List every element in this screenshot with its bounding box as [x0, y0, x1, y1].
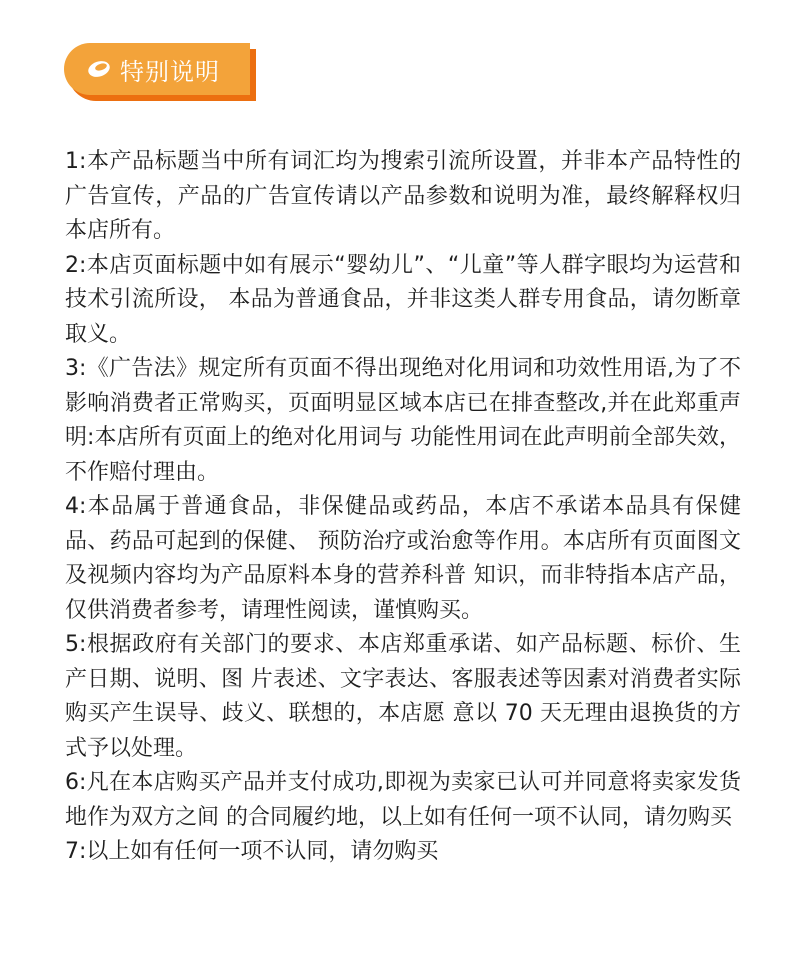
section-header — [64, 43, 258, 103]
notes-list — [65, 145, 741, 870]
section-title: 特别说明 — [120, 57, 220, 86]
note-item: 6:凡在本店购买产品并支付成功,即视为卖家已认可并同意将卖家发货地作为双方之间 的合同履约地，以上如有任何一项不认同，请勿购买 — [65, 770, 741, 830]
leaf-icon — [84, 54, 114, 84]
note-item: 5:根据政府有关部门的要求、本店郑重承诺、如产品标题、标价、生产日期、说明、图 片表述、文字表达、客服表述等因素对消费者实际购买产生误导、歧义、联想的，本店愿 意以 70 天无理由退换货的方式予以处理。 — [65, 632, 741, 761]
header-badge — [64, 43, 250, 95]
note-item: 2:本店页面标题中如有展示“婴幼儿”、“儿童”等人群字眼均为运营和技术引流所设， 本品为普通食品，并非这类人群专用食品，请勿断章取义。 — [65, 252, 741, 347]
note-item: 3:《广告法》规定所有页面不得出现绝对化用词和功效性用语,为了不影响消费者正常购买，页面明显区域本店已在排查整改,并在此郑重声明:本店所有页面上的绝对化用词与 功能性用词在此声明前全部失效，不作赔付理由。 — [65, 356, 741, 485]
note-item: 7:以上如有任何一项不认同，请勿购买 — [65, 839, 439, 864]
note-item: 4:本品属于普通食品，非保健品或药品，本店不承诺本品具有保健品、药品可起到的保健、 预防治疗或治愈等作用。本店所有页面图文及视频内容均为产品原料本身的营养科普 知识，而非特指本店产品，仅供消费者参考，请理性阅读，谨慎购买。 — [65, 494, 741, 623]
note-item: 1:本产品标题当中所有词汇均为搜索引流所设置，并非本产品特性的广告宣传，产品的广告宣传请以产品参数和说明为准，最终解释权归本店所有。 — [65, 149, 741, 243]
